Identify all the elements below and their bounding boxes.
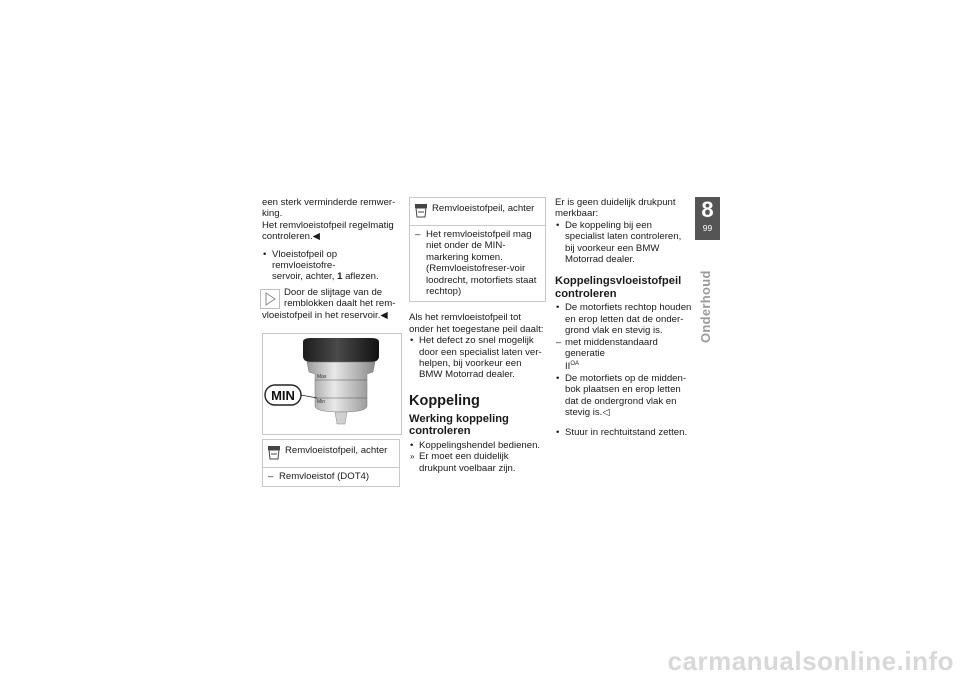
min-callout: MIN — [271, 388, 295, 404]
subsection-heading: Werking koppeling controleren — [409, 412, 509, 438]
chapter-number: 8 — [701, 197, 714, 222]
spec-item: – Het remvloeistofpeil mag niet onder de MIN-markering komen. (Remvloeistofreser-voir loodrecht, motorfiets staat rechtop) — [414, 229, 541, 297]
subsection-heading: Koppelingsvloeistofpeil controleren — [555, 275, 682, 300]
paragraph: Het remvloeistofpeil regelmatig controleren.◀ — [262, 219, 394, 243]
fluid-level-icon — [414, 203, 428, 219]
chapter-marker — [695, 197, 720, 240]
list-item: – met middenstandaard generatie $II^{OA}$ — [555, 337, 692, 373]
end-mark-icon: ◀ — [380, 309, 388, 321]
column-1 — [262, 197, 400, 487]
spec-item: – Remvloeistof (DOT4) — [267, 471, 395, 482]
hint-block: Door de slijtage van de remblokken daalt het rem- vloeistofpeil in het reservoir.◀ — [262, 286, 396, 321]
paragraph: een sterk verminderde remwer-king. — [262, 197, 396, 220]
column-2 — [409, 197, 546, 474]
result-item: » Er moet een duidelijk drukpunt voelbaar zijn. — [409, 451, 546, 474]
hint-triangle-icon — [260, 289, 280, 309]
chapter-title: Onderhoud — [698, 270, 713, 343]
list-item: • Stuur in rechtuitstand zetten. — [555, 427, 692, 438]
spec-title: Remvloeistofpeil, achter — [432, 203, 535, 214]
reservoir-figure — [262, 333, 402, 435]
paragraph: Als het remvloeistofpeil tot onder het toegestane peil daalt: — [409, 312, 544, 335]
page-number: 99 — [702, 223, 713, 233]
column-3 — [555, 197, 692, 438]
list-item: • De koppeling bij een specialist laten controleren, bij voorkeur een BMW Motorrad dealer. — [555, 220, 692, 266]
watermark: carmanualsonline.info — [667, 646, 954, 676]
callout-number: 1 — [337, 271, 343, 283]
list-item: • Het defect zo snel mogelijk door een specialist laten ver-helpen, bij voorkeur een BMW Motorrad dealer. — [409, 335, 546, 381]
list-item: • Vloeistofpeil op remvloeistofre- servoir, achter, 1 aflezen. — [262, 249, 400, 283]
end-mark-icon: ◁ — [602, 407, 610, 419]
list-item: • De motorfiets op de midden-bok plaatsen en erop letten dat de ondergrond vlak en stevig is.◁ — [555, 373, 692, 419]
fluid-level-icon — [267, 445, 281, 461]
list-item: • Koppelingshendel bedienen. — [409, 440, 546, 451]
max-marking: Max — [317, 374, 327, 381]
list-item: • De motorfiets rechtop houden en erop letten dat de onder-grond vlak en stevig is. — [555, 302, 692, 336]
paragraph: Er is geen duidelijk drukpunt merkbaar: — [555, 197, 676, 220]
min-marking: Min — [317, 399, 326, 406]
end-mark-icon: ◀ — [312, 231, 321, 243]
spec-table — [409, 197, 546, 302]
spec-table — [262, 439, 400, 487]
spec-title: Remvloeistofpeil, achter — [285, 445, 388, 457]
section-heading: Koppeling — [409, 392, 480, 409]
brake-fluid-reservoir-image — [263, 334, 401, 434]
